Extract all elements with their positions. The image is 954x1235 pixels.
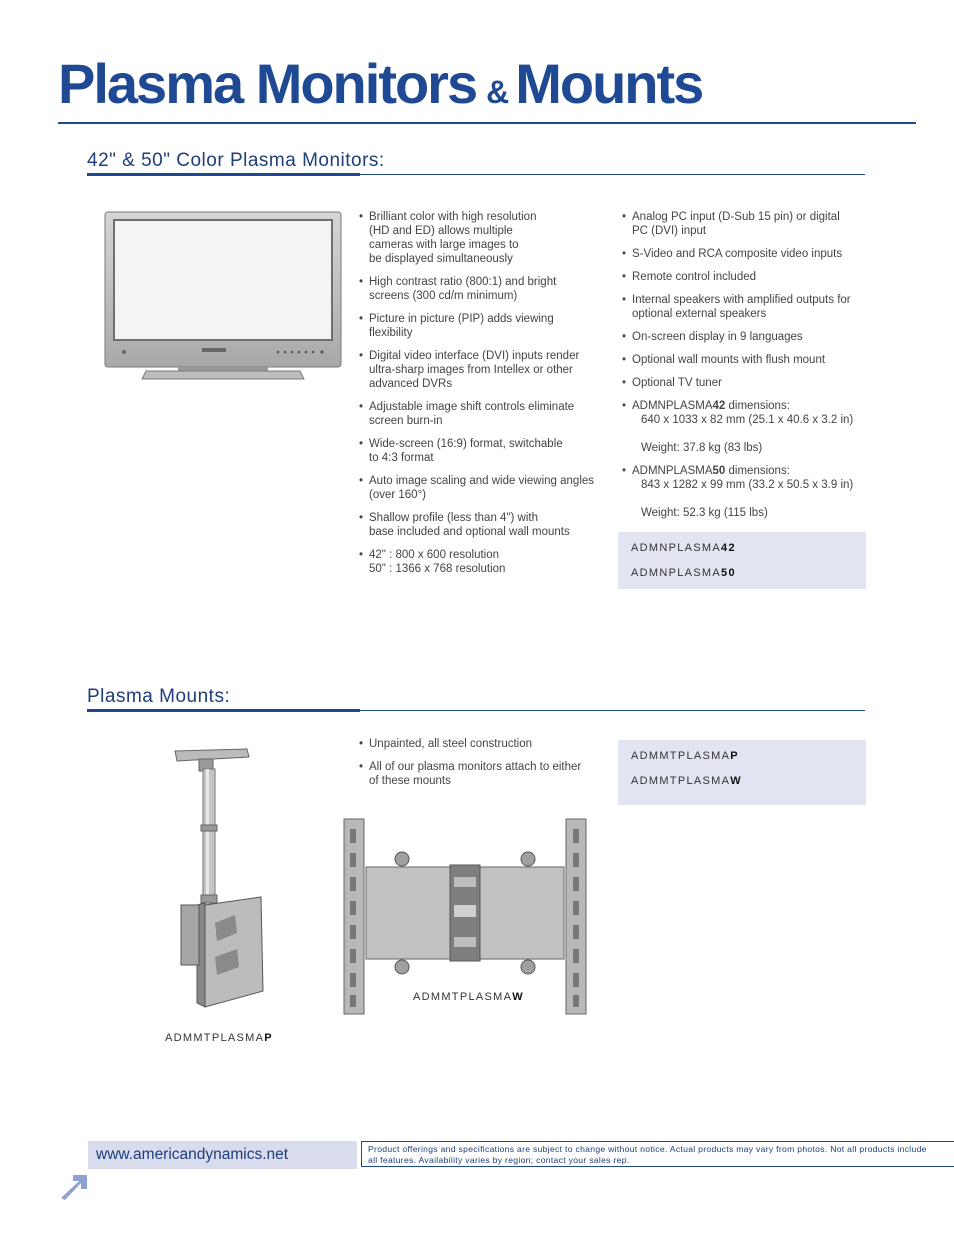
dims-50-weight: Weight: 52.3 kg (115 lbs) (641, 507, 768, 519)
mount-models-box (618, 740, 866, 805)
model-number: ADMNPLASMA42 (631, 542, 736, 554)
dims-50-size: 843 x 1282 x 99 mm (33.2 x 50.5 x 3.9 in) (641, 479, 854, 491)
monitors-heading: 42" & 50" Color Plasma Monitors: (87, 150, 385, 171)
feature-item: • Wide-screen (16:9) format, switchable to 4:3 format (359, 437, 609, 465)
mount-features (359, 737, 609, 797)
title-part-1: Plasma Monitors (58, 52, 477, 115)
monitor-features-col2 (622, 210, 872, 529)
feature-item: • Auto image scaling and wide viewing angles (over 160°) (359, 474, 609, 502)
feature-item: • On-screen display in 9 languages (622, 330, 872, 344)
monitor-models-box (618, 532, 866, 589)
dims-50-model: ADMNPLASMA50 dimensions: (632, 465, 790, 477)
mounts-heading: Plasma Mounts: (87, 686, 231, 707)
feature-item: • Picture in picture (PIP) adds viewing flexibility (359, 312, 609, 340)
feature-item: • Internal speakers with amplified outputs for optional external speakers (622, 293, 872, 321)
page-title (58, 52, 703, 115)
feature-item: • Remote control included (622, 270, 872, 284)
website-link[interactable]: www.americandynamics.net (96, 1146, 289, 1163)
feature-item: • Optional TV tuner (622, 376, 872, 390)
feature-item: • Shallow profile (less than 4") with base included and optional wall mounts (359, 511, 609, 539)
feature-item: • Digital video interface (DVI) inputs render ultra-sharp images from Intellex or other advanced DVRs (359, 349, 609, 391)
monitor-features-col1 (359, 210, 609, 585)
feature-item: • 42" : 800 x 600 resolution 50" : 1366 x 768 resolution (359, 548, 609, 576)
wall-mount-caption: ADMMTPLASMAW (413, 991, 524, 1003)
title-rule (58, 122, 916, 124)
model-number: ADMMTPLASMAP (631, 750, 739, 762)
dimensions-42 (622, 399, 872, 455)
plasma-monitor-image (100, 205, 350, 385)
feature-item: • All of our plasma monitors attach to either of these mounts (359, 760, 609, 788)
wall-mount-image (340, 815, 595, 1020)
dims-42-model: ADMNPLASMA42 dimensions: (632, 400, 790, 412)
title-ampersand: & (486, 74, 510, 110)
monitors-heading-accent (87, 173, 360, 176)
feature-item: • Brilliant color with high resolution (HD and ED) allows multiple cameras with large images to be displayed simultaneously (359, 210, 609, 266)
feature-item: • S-Video and RCA composite video inputs (622, 247, 872, 261)
mounts-heading-accent (87, 709, 360, 712)
feature-item: • Unpainted, all steel construction (359, 737, 609, 751)
dimensions-50 (622, 464, 872, 520)
disclaimer-text: Product offerings and specifications are subject to change without notice. Actual products may vary from photos. Not all products include all features. Availability varies by region; contact your sales rep. (368, 1144, 927, 1165)
ceiling-mount-image (165, 745, 275, 1015)
model-number: ADMNPLASMA50 (631, 567, 736, 579)
dims-42-weight: Weight: 37.8 kg (83 lbs) (641, 442, 763, 454)
model-number: ADMMTPLASMAW (631, 775, 742, 787)
feature-item: • Analog PC input (D-Sub 15 pin) or digital PC (DVI) input (622, 210, 872, 238)
dims-42-size: 640 x 1033 x 82 mm (25.1 x 40.6 x 3.2 in) (641, 414, 854, 426)
arrow-up-right-icon (57, 1172, 89, 1200)
feature-item: • Adjustable image shift controls eliminate screen burn-in (359, 400, 609, 428)
feature-item: • Optional wall mounts with flush mount (622, 353, 872, 367)
ceiling-mount-caption: ADMMTPLASMAP (165, 1032, 273, 1044)
feature-item: • High contrast ratio (800:1) and bright screens (300 cd/m minimum) (359, 275, 609, 303)
title-part-2: Mounts (515, 52, 703, 115)
